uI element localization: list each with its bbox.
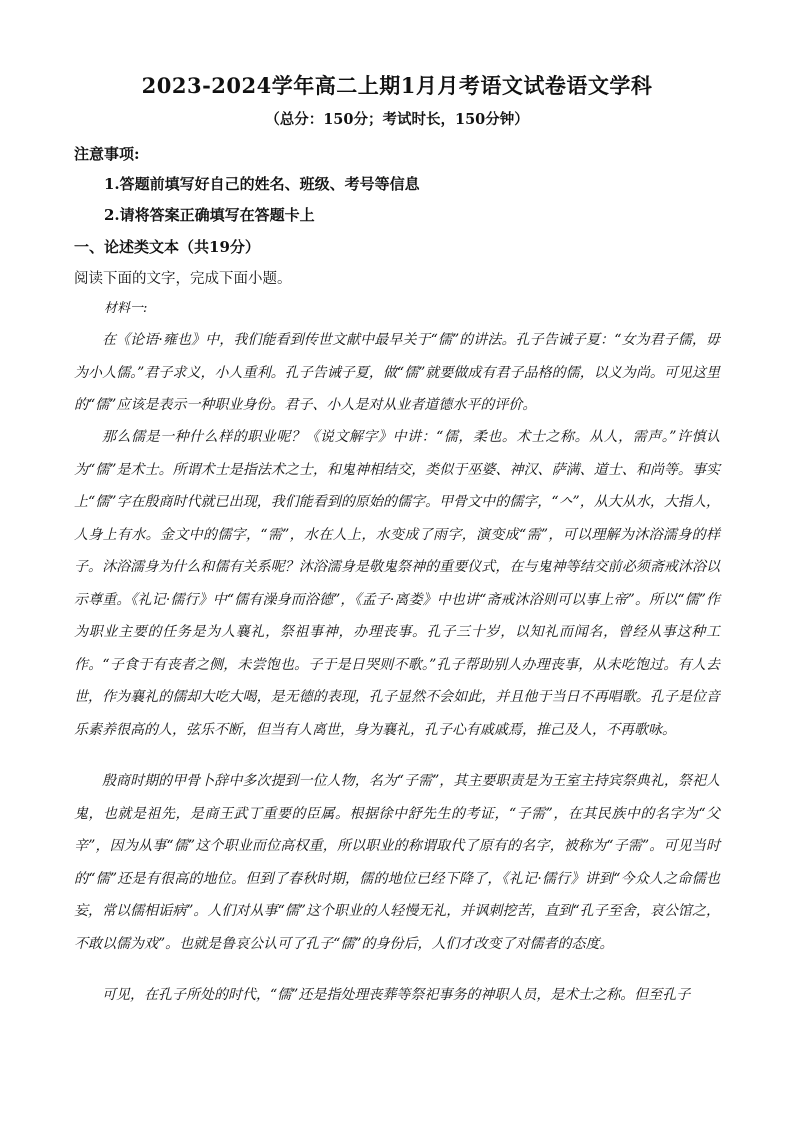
paragraph-4: 可见，在孔子所处的时代，“儒”还是指处理丧葬等祭祀事务的神职人员，是术士之称。但至孔子 — [102, 987, 691, 1003]
paragraph-3: 殷商时期的甲骨卜辞中多次提到一位人物，名为“子需”，其主要职责是为王室主持宾祭典礼，祭祀人鬼，也就是祖先，是商王武丁重要的臣属。根据徐中舒先生的考证，“子需”，在其民族中的名字为“父辛”，因为从事“儒”这个职业而位高权重，所以职业的称谓取代了原有的名字，被称为“子需”。可见当时的“儒”还是有很高的地位。但到了春秋时期，儒的地位已经下降了，《礼记·儒行》讲到“今众人之命儒也妄，常以儒相诟病”。人们对从事“儒”这个职业的人轻慢无礼，并讽刺挖苦，直到“孔子至舍，哀公馆之，不敢以儒为戏”。也就是鲁哀公认可了孔子“儒”的身份后，人们才改变了对儒者的态度。 — [74, 773, 720, 952]
notice-heading: 注意事项: — [74, 145, 140, 163]
exam-title: 2023-2024学年高二上期1月月考语文试卷语文学科 — [141, 73, 653, 98]
exam-subtitle: （总分：150分；考试时长，150分钟） — [265, 111, 529, 128]
notice-item-1: 1.答题前填写好自己的姓名、班级、考号等信息 — [104, 175, 420, 193]
paragraph-2: 那么儒是一种什么样的职业呢？《说文解字》中讲：“儒，柔也。术士之称。从人，需声。”许慎认为“儒”是术士。所谓术士是指法术之士，和鬼神相结交，类似于巫婆、神汉、萨满、道士、和尚等。事实上“儒”字在殷商时代就已出现，我们能看到的原始的儒字。甲骨文中的儒字，“𠆢”，从大从水，大指人，人身上有水。金文中的儒字，“需”，水在人上，水变成了雨字，演变成“需”，可以理解为沐浴濡身的样子。沐浴濡身为什么和儒有关系呢？沐浴濡身是敬鬼祭神的重要仪式，在与鬼神等结交前必须斋戒沐浴以示尊重。《礼记·儒行》中“儒有澡身而浴德”，《孟子·离娄》中也讲“斋戒沐浴则可以事上帝”。所以“儒”作为职业主要的任务是为人襄礼，祭祖事神，办理丧事。孔子三十岁，以知礼而闻名，曾经从事这种工作。“子食于有丧者之侧，未尝饱也。子于是日哭则不歌。”孔子帮助别人办理丧事，从未吃饱过。有人去世，作为襄礼的儒却大吃大喝，是无德的表现，孔子显然不会如此，并且他于当日不再唱歌。孔子是位音乐素养很高的人，弦乐不断，但当有人离世，身为襄礼，孔子心有戚戚焉，推己及人，不再歌咏。 — [74, 429, 720, 738]
paragraph-1: 在《论语·雍也》中，我们能看到传世文献中最早关于“儒”的讲法。孔子告诫子夏：“女为君子儒，毋为小人儒。”君子求义，小人重利。孔子告诫子夏，做“儒”就要做成有君子品格的儒，以义为尚。可见这里的“儒”应该是表示一种职业身份。君子、小人是对从业者道德水平的评价。 — [74, 332, 720, 413]
section-heading: 一、论述类文本（共19分） — [74, 238, 260, 256]
notice-item-2: 2.请将答案正确填写在答题卡上 — [104, 206, 315, 224]
reading-instruction: 阅读下面的文字，完成下面小题。 — [74, 271, 292, 287]
material-label: 材料一: — [104, 301, 148, 316]
